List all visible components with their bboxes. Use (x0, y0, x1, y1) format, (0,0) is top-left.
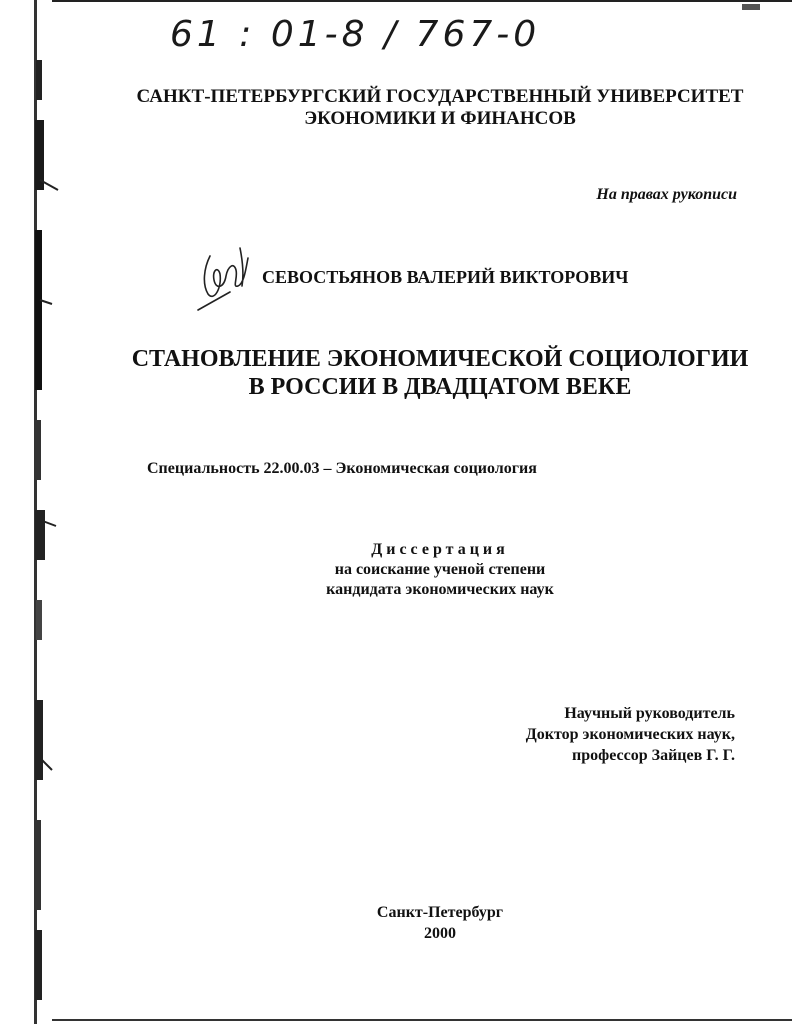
dissertation-title (0, 345, 792, 401)
footer-year: 2000 (424, 925, 456, 942)
scan-corner-mark (742, 4, 760, 10)
manuscript-rights-note: На правах рукописи (596, 186, 737, 203)
dissertation-field-line: кандидата экономических наук (326, 581, 554, 598)
dissertation-block (0, 540, 792, 600)
author-name: СЕВОСТЬЯНОВ ВАЛЕРИЙ ВИКТОРОВИЧ (262, 267, 629, 287)
advisor-name: профессор Зайцев Г. Г. (572, 747, 735, 764)
scan-top-edge (52, 0, 792, 2)
handwritten-catalog-number: 61 : 01-8 / 767-0 (170, 14, 541, 55)
university-line-2: ЭКОНОМИКИ И ФИНАНСОВ (304, 108, 576, 129)
scientific-advisor (526, 703, 735, 766)
title-line-2: В РОССИИ В ДВАДЦАТОМ ВЕКЕ (248, 374, 632, 400)
dissertation-heading: Диссертация (371, 541, 509, 558)
scan-bottom-edge (52, 1019, 792, 1021)
scan-edge-artifact (0, 0, 60, 1024)
specialty-line: Специальность 22.00.03 – Экономическая социология (147, 460, 537, 477)
advisor-role: Научный руководитель (564, 705, 735, 722)
university-name (0, 86, 792, 130)
title-line-1: СТАНОВЛЕНИЕ ЭКОНОМИЧЕСКОЙ СОЦИОЛОГИИ (131, 346, 749, 372)
footer-city: Санкт-Петербург (376, 904, 504, 921)
dissertation-degree-line: на соискание ученой степени (334, 561, 546, 578)
author-signature (190, 228, 260, 320)
advisor-degree: Доктор экономических наук, (525, 726, 735, 743)
footer-place-year (0, 902, 792, 944)
university-line-1: САНКТ-ПЕТЕРБУРГСКИЙ ГОСУДАРСТВЕННЫЙ УНИВЕРСИТЕТ (136, 86, 744, 107)
